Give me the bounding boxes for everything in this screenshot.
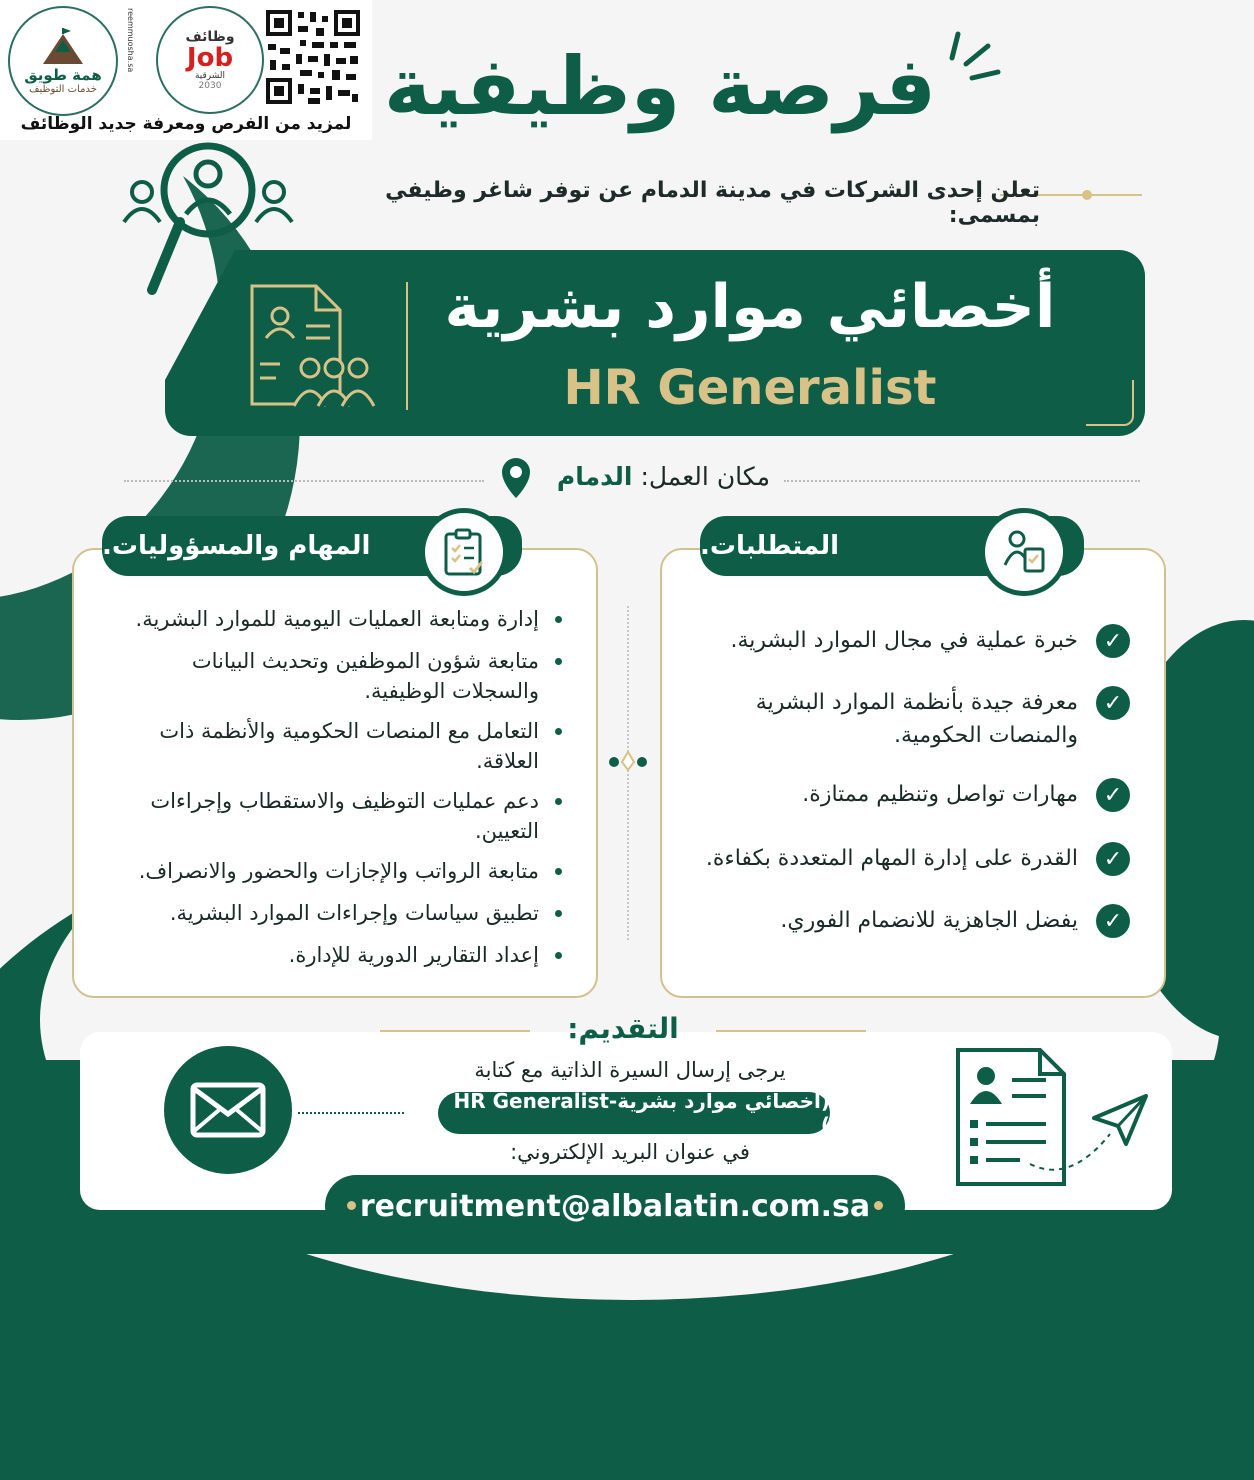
list-item: ✓ خبرة عملية في مجال الموارد البشرية. (680, 624, 1130, 686)
list-item: متابعة شؤون الموظفين وتحديث البيانات والسجلات الوظيفية. (110, 646, 562, 716)
check-icon: ✓ (1096, 624, 1130, 658)
list-item: ✓ يفضل الجاهزية للانضمام الفوري. (680, 904, 1130, 966)
header-logos (0, 0, 372, 140)
check-icon: ✓ (1096, 842, 1130, 876)
divider-ornament-icon (608, 748, 648, 772)
list-item: ✓ مهارات تواصل وتنظيم ممتازة. (680, 778, 1130, 842)
mail-icon-circle (164, 1046, 292, 1174)
hr-document-icon (246, 282, 386, 412)
requirements-list (680, 624, 1130, 966)
apply-heading: التقديم: (567, 1012, 679, 1045)
side-handle: reemmuosha.sa (126, 8, 135, 73)
email-dot-right (874, 1201, 883, 1210)
logo2-vision: 2030 (198, 81, 222, 91)
envelope-icon (190, 1082, 266, 1138)
cards-divider (627, 606, 629, 940)
email-address[interactable]: recruitment@albalatin.com.sa (359, 1188, 871, 1224)
apply-rule-left (380, 1030, 530, 1032)
location-value: الدمام (556, 462, 633, 491)
page-title: فرصة وظيفية (383, 40, 937, 133)
promo-text: لمزيد من الفرص ومعرفة جديد الوظائف (20, 114, 352, 134)
list-item: ✓ القدرة على إدارة المهام المتعددة بكفاءة. (680, 842, 1130, 904)
location-pin-icon (500, 456, 532, 500)
requirements-icon-circle (980, 508, 1068, 596)
job-title-arabic: أخصائي موارد بشرية (444, 272, 1056, 342)
logo1-subtitle: خدمات التوظيف (29, 83, 97, 95)
list-item: ✓ معرفة جيدة بأنظمة الموارد البشرية والمنصات الحكومية. (680, 686, 1130, 778)
list-item: التعامل مع المنصات الحكومية والأنظمة ذات العلاقة. (110, 716, 562, 786)
logo2-sub: الشرقية (194, 71, 226, 81)
logo-jobs-sharqia (156, 6, 264, 114)
tasks-icon-circle (420, 508, 508, 596)
apply-subject: (أخصائي موارد بشرية-HR Generalist ) (453, 1089, 830, 1137)
list-item: دعم عمليات التوظيف والاستقطاب وإجراءات التعيين. (110, 786, 562, 856)
email-dot-left (347, 1201, 356, 1210)
clipboard-checklist-icon (442, 528, 486, 576)
list-item: إدارة ومتابعة العمليات اليومية للموارد البشرية. (110, 604, 562, 646)
banner-corner-accent (1086, 380, 1134, 426)
check-icon: ✓ (1096, 778, 1130, 812)
check-icon: ✓ (1096, 904, 1130, 938)
check-icon: ✓ (1096, 686, 1130, 720)
announcement-text: تعلن إحدى الشركات في مدينة الدمام عن توفر شاغر وظيفي بمسمى: (385, 178, 1040, 228)
location-label: مكان العمل: (640, 462, 770, 491)
location (540, 462, 770, 491)
apply-subject-pill (438, 1089, 830, 1137)
logo1-name: همة طويق (24, 65, 102, 84)
candidate-checklist-icon (1001, 529, 1047, 575)
mountain-icon (40, 28, 86, 66)
tasks-heading: المهام والمسؤوليات. (102, 531, 371, 561)
apply-line1: يرجى إرسال السيرة الذاتية مع كتابة (474, 1058, 786, 1082)
location-rule-right (784, 480, 1140, 482)
logo2-brand: Job (186, 43, 234, 73)
announcement-dot (1082, 190, 1092, 200)
list-item: تطبيق سياسات وإجراءات الموارد البشرية. (110, 898, 562, 940)
apply-rule-right (716, 1030, 866, 1032)
sparkle-icon (944, 28, 1004, 84)
apply-line2: في عنوان البريد الإلكتروني: (510, 1140, 750, 1164)
list-item: إعداد التقارير الدورية للإدارة. (110, 940, 562, 982)
logo-hemma-tuwaiq (8, 6, 118, 116)
list-item: متابعة الرواتب والإجازات والحضور والانصراف. (110, 856, 562, 898)
location-rule-left (124, 480, 484, 482)
tasks-list (110, 604, 562, 982)
logo2-text: وظائف (185, 29, 235, 45)
requirements-heading: المتطلبات. (700, 531, 840, 561)
cv-send-icon (950, 1046, 1150, 1190)
job-title-english: HR Generalist (563, 360, 937, 416)
banner-divider (406, 282, 408, 410)
mail-connector (298, 1112, 404, 1114)
qr-code-icon[interactable] (264, 8, 362, 106)
email-pill[interactable] (325, 1175, 905, 1237)
